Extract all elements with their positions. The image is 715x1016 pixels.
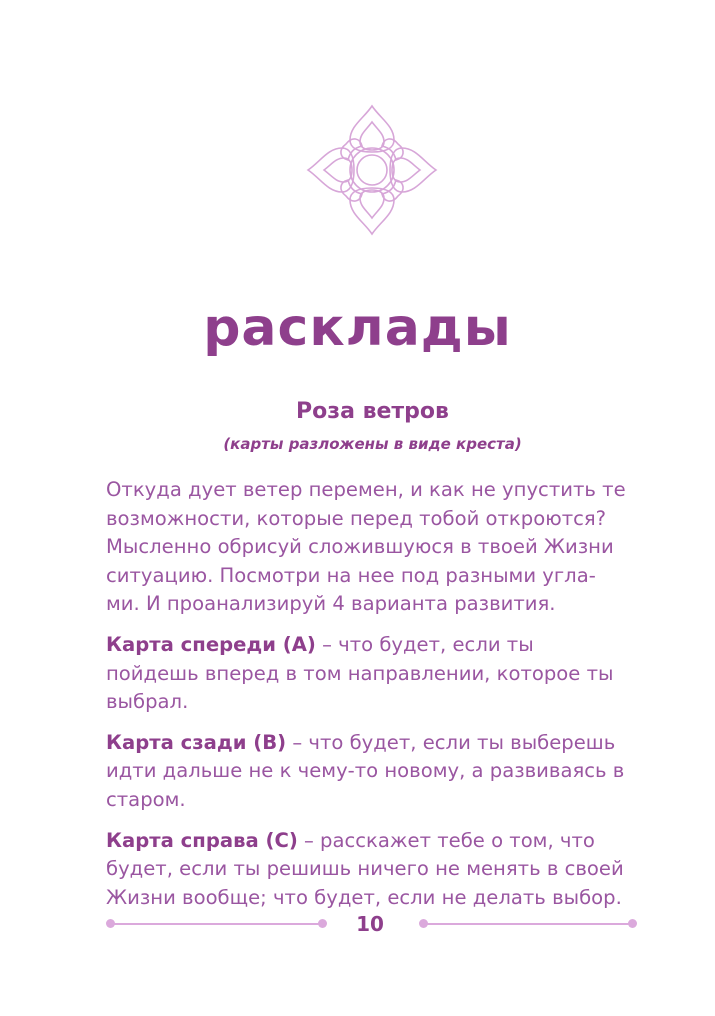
card-description: – расскажет тебе о том, что будет, если ты решишь ничего не менять в своей Жизни вообще; что будет, если не делать выбор. xyxy=(106,828,624,909)
page-number: 10 xyxy=(356,912,384,936)
card-description: – что будет, если ты выберешь идти дальше не к чему-то новому, а развиваясь в старом. xyxy=(106,730,625,811)
footer-rule-left xyxy=(112,923,322,925)
card-description: – что будет, если ты пойдешь вперед в том направлении, которое ты выбрал. xyxy=(106,632,614,714)
footer-rule-right xyxy=(425,923,631,925)
footer-dot-inner-left xyxy=(318,919,327,928)
body-text xyxy=(106,476,626,924)
spread-name: Роза ветров xyxy=(296,399,449,424)
spread-note: (карты разложены в виде креста) xyxy=(223,435,522,453)
card-paragraph-back xyxy=(106,729,626,815)
footer-dot-right xyxy=(628,919,637,928)
card-paragraph-right xyxy=(106,827,626,913)
card-paragraph-front xyxy=(106,631,626,717)
card-label: Карта спереди (А) xyxy=(106,632,316,656)
lotus-ornament-icon xyxy=(306,104,438,236)
intro-paragraph: Откуда дует ветер перемен, и как не упустить те возможности, которые перед тобой откроются? Мысленно обрисуй сложившуюся в твоей Жизни ситуацию. Посмотри на нее под разными угла-ми. И проанализируй 4 варианта развития. xyxy=(106,478,626,616)
card-label: Карта сзади (В) xyxy=(106,730,287,754)
section-title: расклады xyxy=(203,298,512,358)
card-label: Карта справа (С) xyxy=(106,828,298,852)
